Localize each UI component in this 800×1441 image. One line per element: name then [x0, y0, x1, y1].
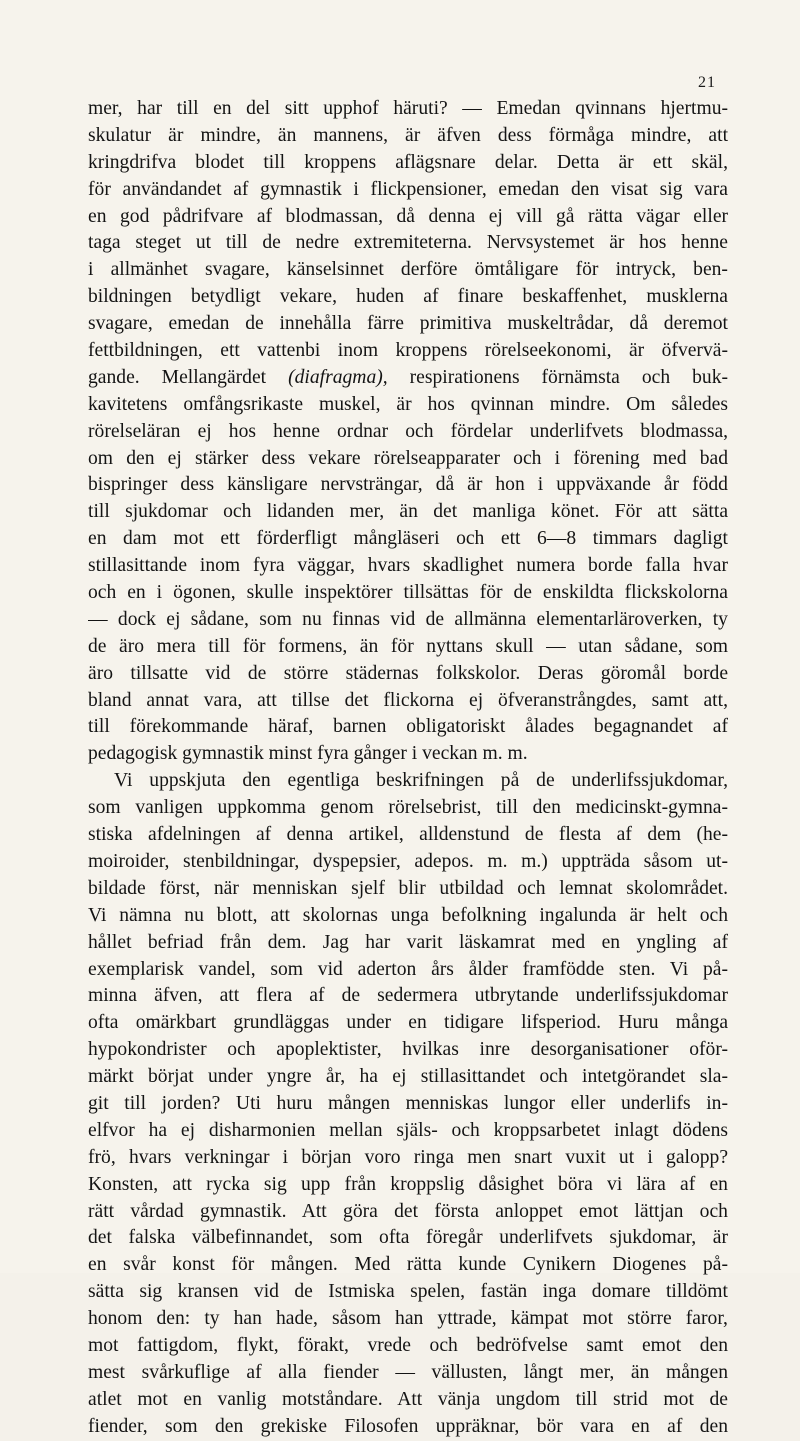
text-line: till förekommande häraf, barnen obligatoriskt ålades begagnandet af: [88, 716, 728, 738]
text-line: elfvor ha ej disharmonien mellan själs- och kroppsarbetet inlagt dödens: [88, 1119, 728, 1141]
text-line: git till jorden? Uti huru mången menniskas lungor eller underlifs in-: [88, 1092, 728, 1114]
text-line: en svår konst för mången. Med rätta kunde Cynikern Diogenes på-: [88, 1254, 728, 1276]
text-line: om den ej stärker dess vekare rörelseapparater och i förening med bad: [88, 447, 728, 469]
text-line: det falska välbefinnandet, som ofta föregår underlifvets sjukdomar, är: [88, 1227, 728, 1249]
text-line: Vi nämna nu blott, att skolornas unga befolkning ingalunda är helt och: [88, 904, 728, 926]
text-line: minna äfven, att flera af de sedermera utbrytande underlifssjukdomar: [88, 985, 728, 1007]
text-line: rätt vårdad gymnastik. Att göra det första anloppet emot lättjan och: [88, 1200, 728, 1222]
text-line: mest svårkuflige af alla fiender — vällusten, långt mer, än mången: [88, 1361, 728, 1383]
text-line: svagare, emedan de innehålla färre primitiva muskeltrådar, då deremot: [88, 313, 728, 335]
text-line: bildningen betydligt vekare, huden af finare beskaffenhet, musklerna: [88, 286, 728, 308]
page-number: 21: [698, 74, 716, 91]
text-line: i allmänhet svagare, känselsinnet derföre ömtåligare för intryck, ben-: [88, 259, 728, 281]
text-line: stiska afdelningen af denna artikel, alldenstund de flesta af dem (he-: [88, 824, 728, 846]
text-line: Konsten, att rycka sig upp från kroppslig dåsighet böra vi lära af en: [88, 1173, 728, 1195]
text-line: fiender, som den grekiske Filosofen uppräknar, bör vara en af den: [88, 1415, 728, 1437]
text-line: exemplarisk vandel, som vid aderton års ålder framfödde sten. Vi på-: [88, 958, 728, 980]
text-line: taga steget ut till de nedre extremiteterna. Nervsystemet är hos henne: [88, 232, 728, 254]
text-line: skulatur är mindre, än mannens, är äfven dess förmåga mindre, att: [88, 124, 728, 146]
text-line: mot fattigdom, flykt, förakt, vrede och bedröfvelse samt emot den: [88, 1334, 728, 1356]
text-line: till sjukdomar och lidanden mer, än det manliga könet. För att sätta: [88, 501, 728, 523]
text-line: äro tillsatte vid de större städernas folkskolor. Deras göromål borde: [88, 662, 728, 684]
text-line: en dam mot ett förderfligt mångläseri och ett 6—8 timmars dagligt: [88, 528, 728, 550]
text-line: pedagogisk gymnastik minst fyra gånger i veckan m. m.: [88, 743, 528, 765]
text-line: fettbildningen, ett vattenbi inom kroppens rörelseekonomi, är öfvervä-: [88, 340, 728, 362]
text-line: honom den: ty han hade, såsom han yttrade, kämpat mot större faror,: [88, 1308, 728, 1330]
text-line: moiroider, stenbildningar, dyspepsier, adepos. m. m.) uppträda såsom ut-: [88, 850, 728, 872]
text-line: märkt börjat under yngre år, ha ej stillasittandet och intetgörandet sla-: [88, 1066, 728, 1088]
text-line: ofta omärkbart grundläggas under en tidigare lifsperiod. Huru många: [88, 1012, 728, 1034]
text-line: kavitetens omfångsrikaste muskel, är hos qvinnan mindre. Om således: [88, 393, 728, 415]
text-line: — dock ej sådane, som nu finnas vid de allmänna elementarläroverken, ty: [88, 608, 728, 630]
text-line: kringdrifva blodet till kroppens aflägsnare delar. Detta är ett skäl,: [88, 151, 728, 173]
text-line: sätta sig kransen vid de Istmiska spelen, fastän inga domare tilldömt: [88, 1281, 728, 1303]
text-line: de äro mera till för formens, än för nyttans skull — utan sådane, som: [88, 635, 728, 657]
text-line: frö, hvars verkningar i början voro ringa men snart vuxit ut i galopp?: [88, 1146, 728, 1168]
text-line: bispringer dess känsligare nervsträngar, då är hon i uppväxande år född: [88, 474, 728, 496]
text-line: som vanligen uppkomma genom rörelsebrist, till den medicinskt-gymna-: [88, 797, 728, 819]
text-line: atlet mot en vanlig motståndare. Att vänja ungdom till strid mot de: [88, 1388, 728, 1410]
text-line: bildade först, när menniskan sjelf blir utbildad och lemnat skolområdet.: [88, 877, 728, 899]
text-line: bland annat vara, att tillse det flickorna ej öfveranstrångdes, samt att,: [88, 689, 728, 711]
text-line: för användandet af gymnastik i flickpensioner, emedan den visat sig vara: [88, 178, 728, 200]
text-segment: gande. Mellangärdet: [88, 366, 289, 388]
text-line: hypokondrister och apoplektister, hvilkas inre desorganisationer oför-: [88, 1039, 728, 1061]
text-line: hållet befriad från dem. Jag har varit läskamrat med en yngling af: [88, 931, 728, 953]
text-segment: respirationens förnämsta och buk-: [387, 366, 728, 388]
text-line: stillasittande inom fyra väggar, hvars skadlighet numera borde falla hvar: [88, 555, 728, 577]
text-line: [88, 365, 728, 392]
text-line: en god pådrifvare af blodmassan, då denna ej vill gå rätta vägar eller: [88, 205, 728, 227]
body-text: [88, 96, 728, 1441]
text-line: Vi uppskjuta den egentliga beskrifningen på de underlifssjukdomar,: [114, 770, 728, 792]
italic-term: (diafragma),: [288, 366, 388, 388]
text-line: mer, har till en del sitt upphof häruti? — Emedan qvinnans hjertmu-: [88, 98, 728, 119]
text-line: och en i ögonen, skulle inspektörer tillsättas för de enskildta flickskolorna: [88, 582, 728, 604]
text-line: rörelseläran ej hos henne ordnar och fördelar underlifvets blodmassa,: [88, 420, 728, 442]
